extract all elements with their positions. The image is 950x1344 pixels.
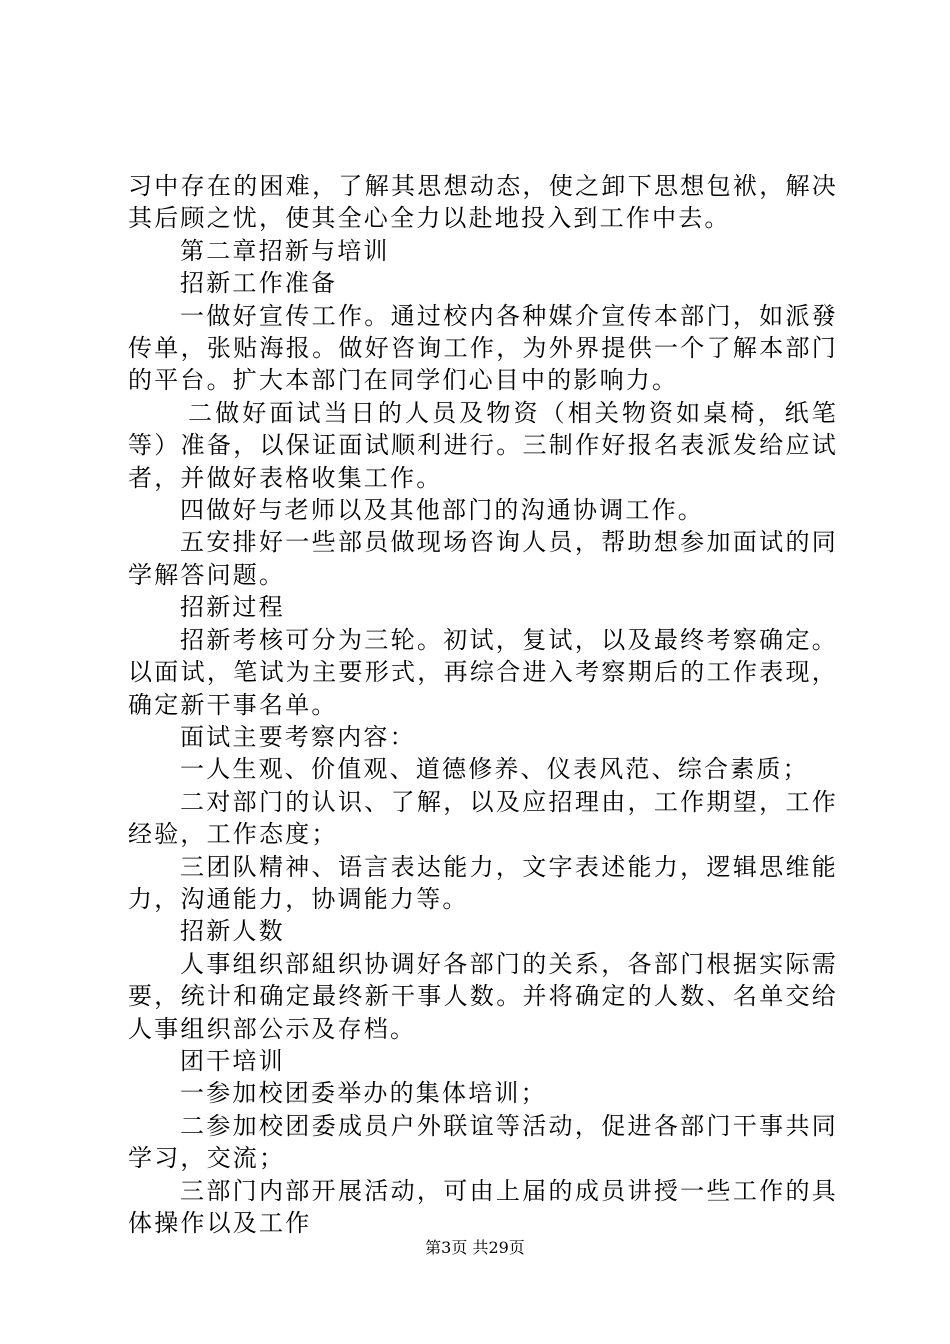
list-item-department-knowledge: 二对部门的认识、了解，以及应招理由，工作期望，工作经验，工作态度； <box>128 787 838 849</box>
section-heading-training: 团干培训 <box>180 1046 285 1075</box>
paragraph-continuation: 习中存在的困难，了解其思想动态，使之卸下思想包袱，解决其后顾之忧，使其全心全力以赴地投入到工作中去。 <box>128 172 838 233</box>
chapter-heading: 第二章招新与培训 <box>180 236 390 265</box>
paragraph-publicity: 一做好宣传工作。通过校内各种媒介宣传本部门，如派發传单，张贴海报。做好咨询工作，为外界提供一个了解本部门的平台。扩大本部门在同学们心目中的影响力。 <box>128 301 838 395</box>
list-item-values: 一人生观、价值观、道德修养、仪表风范、综合素质； <box>180 755 809 784</box>
section-heading-process: 招新过程 <box>180 593 285 622</box>
section-heading-headcount: 招新人数 <box>180 917 285 946</box>
paragraph-consulting: 五安排好一些部员做现场咨询人员，帮助想参加面试的同学解答问题。 <box>128 528 838 589</box>
paragraph-interview-content-heading: 面试主要考察内容： <box>180 722 416 751</box>
paragraph-coordination: 四做好与老师以及其他部门的沟通协调工作。 <box>180 496 704 525</box>
page-footer: 第3页 共29页 <box>425 1238 525 1257</box>
list-item-teamwork: 三团队精神、语言表达能力，文字表述能力，逻辑思维能力，沟通能力，协调能力等。 <box>128 852 838 913</box>
paragraph-interview-prep: 二做好面试当日的人员及物资（相关物资如桌椅，纸笔等）准备，以保证面试顺利进行。三制作好报名表派发给应试者，并做好表格收集工作。 <box>128 398 838 492</box>
section-heading-preparation: 招新工作准备 <box>180 269 338 298</box>
list-item-collective-training: 一参加校团委举办的集体培训； <box>180 1079 547 1108</box>
list-item-outdoor-activities: 二参加校团委成员户外联谊等活动，促进各部门干事共同学习，交流； <box>128 1111 838 1173</box>
paragraph-headcount: 人事组织部組织协调好各部门的关系，各部门根据实际需要，统计和确定最终新干事人数。并将确定的人数、名单交给人事组织部公示及存档。 <box>128 949 838 1043</box>
document-body <box>128 170 838 1239</box>
paragraph-assessment-rounds: 招新考核可分为三轮。初试，复试，以及最终考察确定。以面试，笔试为主要形式，再综合进入考察期后的工作表现，确定新干事名单。 <box>128 625 838 719</box>
list-item-internal-activities: 三部门内部开展活动，可由上届的成员讲授一些工作的具体操作以及工作 <box>128 1176 838 1237</box>
